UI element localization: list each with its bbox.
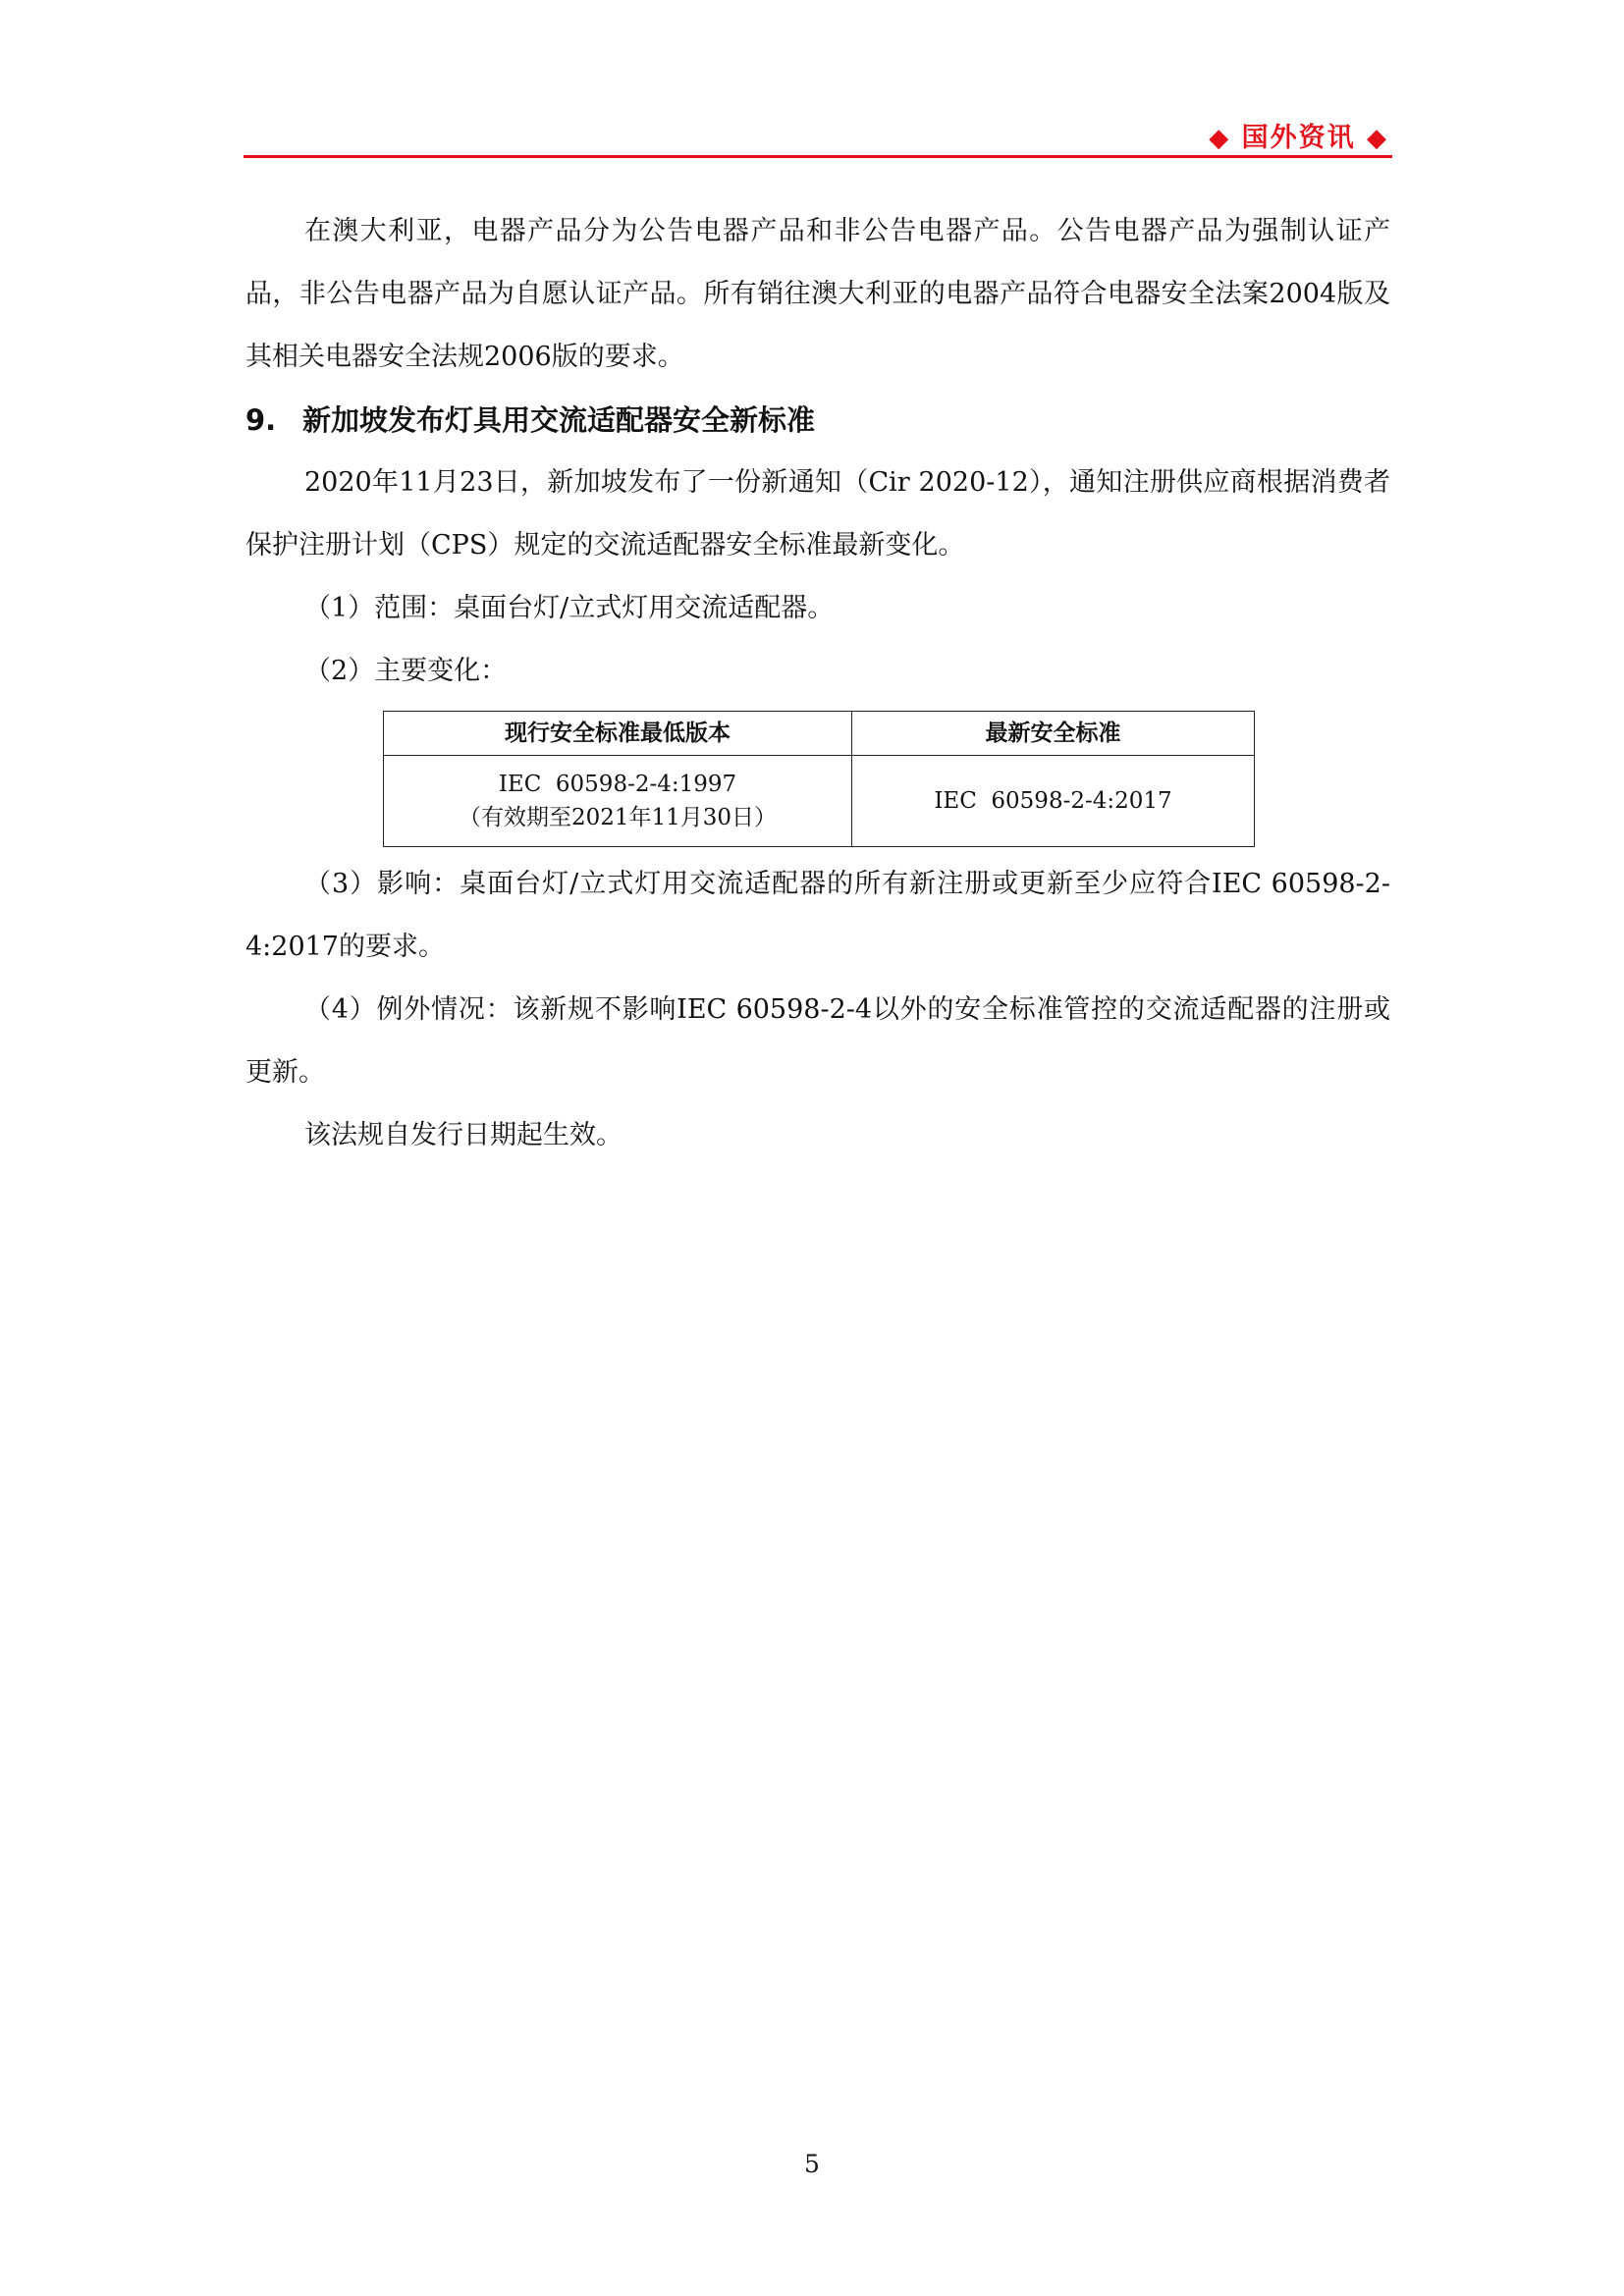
section-number: 9. xyxy=(245,403,277,437)
current-standard: IEC 60598-2-4:1997 xyxy=(498,772,737,797)
section-heading xyxy=(245,389,1390,452)
page-header xyxy=(244,110,1388,155)
page-number: 5 xyxy=(804,2150,820,2178)
closing-paragraph: 该法规自发行日期起生效。 xyxy=(304,1120,623,1150)
scope-item: （1）范围：桌面台灯/立式灯用交流适配器。 xyxy=(304,593,835,623)
impact-item: （3）影响：桌面台灯/立式灯用交流适配器的所有新注册或更新至少应符合IEC 60598-2-4:2017的要求。 xyxy=(245,869,1390,962)
header-divider xyxy=(244,155,1392,158)
table-header-row xyxy=(384,712,1255,756)
standards-table xyxy=(383,711,1255,847)
table-cell-new xyxy=(852,756,1255,847)
notice-paragraph: 2020年11月23日，新加坡发布了一份新通知（Cir 2020-12），通知注册供应商根据消费者保护注册计划（CPS）规定的交流适配器安全标准最新变化。 xyxy=(245,467,1390,561)
table-row xyxy=(384,756,1255,847)
new-standard: IEC 60598-2-4:2017 xyxy=(934,788,1172,814)
diamond-icon: ◆ xyxy=(1367,124,1388,153)
article-body xyxy=(245,200,1390,1167)
section-title: 新加坡发布灯具用交流适配器安全新标准 xyxy=(302,403,816,437)
diamond-icon: ◆ xyxy=(1209,124,1231,153)
intro-paragraph: 在澳大利亚，电器产品分为公告电器产品和非公告电器产品。公告电器产品为强制认证产品，非公告电器产品为自愿认证产品。所有销往澳大利亚的电器产品符合电器安全法案2004版及其相关电器安全法规2006版的要求。 xyxy=(245,216,1390,372)
table-header-cell: 最新安全标准 xyxy=(852,712,1255,756)
table-header-cell: 现行安全标准最低版本 xyxy=(384,712,852,756)
exceptions-item: （4）例外情况：该新规不影响IEC 60598-2-4以外的安全标准管控的交流适配器的注册或更新。 xyxy=(245,994,1390,1088)
changes-item: （2）主要变化： xyxy=(304,656,508,686)
table-cell-current xyxy=(384,756,852,847)
header-section-label xyxy=(1209,116,1388,154)
current-validity: （有效期至2021年11月30日） xyxy=(458,805,778,830)
header-title-text: 国外资讯 xyxy=(1241,123,1356,153)
